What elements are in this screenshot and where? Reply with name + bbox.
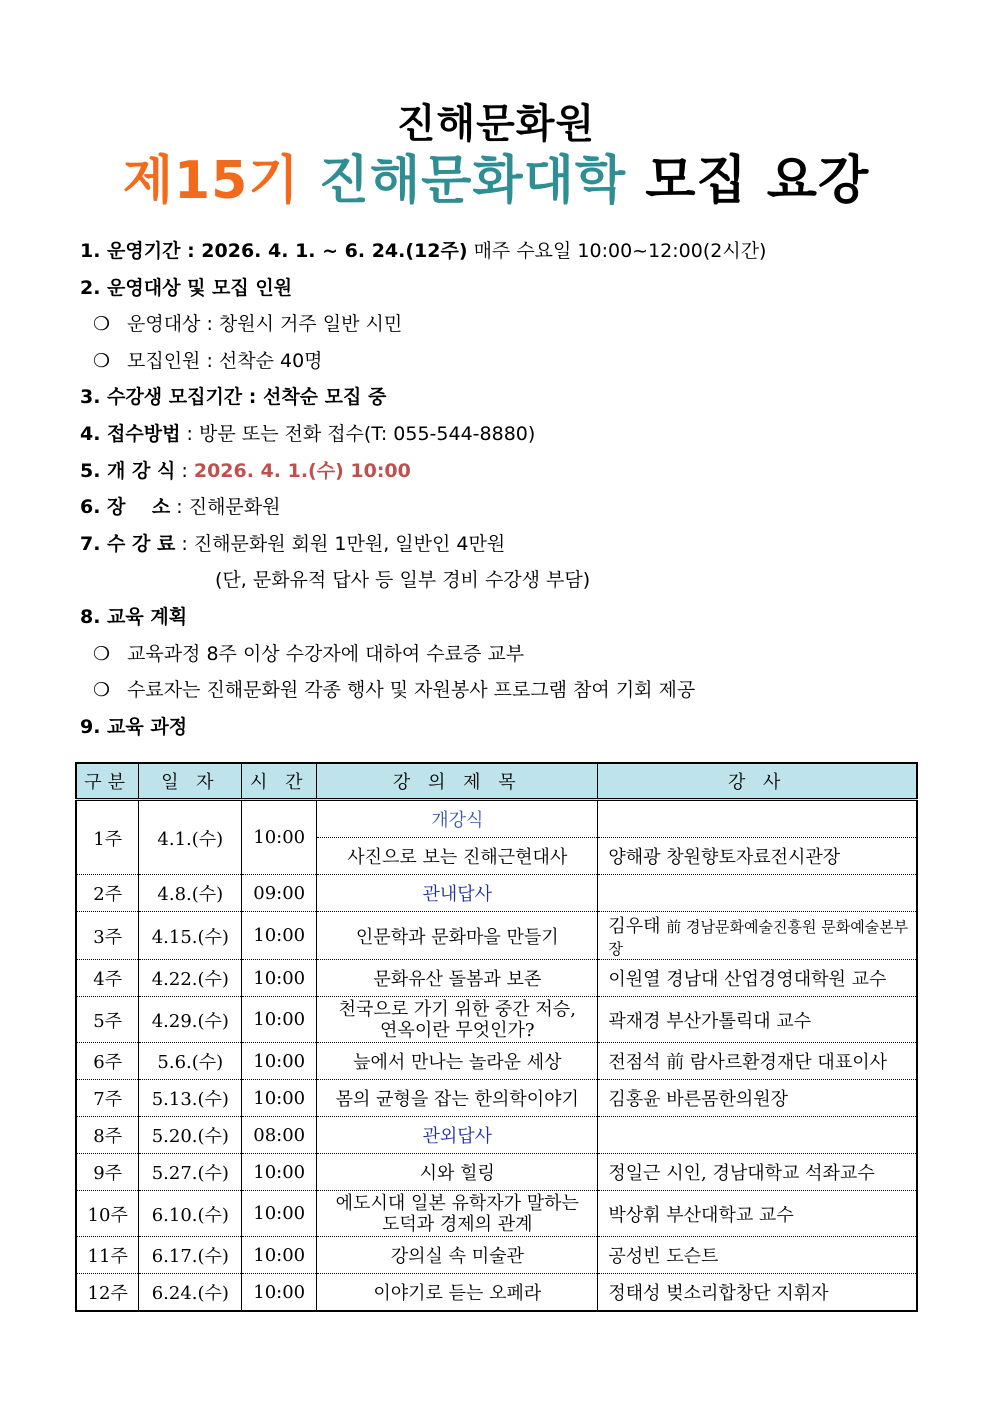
item-curriculum-heading: 9. 교육 과정 — [80, 715, 188, 738]
cell-title: 사진으로 보는 진해근현대사 — [317, 838, 598, 875]
cell-title: 문화유산 돌봄과 보존 — [317, 960, 598, 997]
cell-date: 5.13.(수) — [139, 1080, 242, 1117]
cell-title-line1: 천국으로 가기 위한 중간 저승, — [338, 998, 576, 1020]
cell-instructor: 공성빈 도슨트 — [598, 1237, 917, 1274]
cell-date: 4.29.(수) — [139, 997, 242, 1043]
cell-title: 강의실 속 미술관 — [317, 1237, 598, 1274]
cell-time: 10:00 — [242, 912, 317, 960]
cell-title — [317, 1191, 598, 1237]
cell-title: 개강식 — [317, 800, 598, 838]
cell-week: 4주 — [76, 960, 139, 997]
cell-title: 이야기로 듣는 오페라 — [317, 1274, 598, 1312]
cell-instructor: 곽재경 부산가톨릭대 교수 — [598, 997, 917, 1043]
cell-week: 2주 — [76, 875, 139, 912]
table-row — [76, 875, 917, 912]
title-block — [0, 100, 992, 214]
cell-time: 08:00 — [242, 1117, 317, 1154]
item-plan-heading: 8. 교육 계획 — [80, 605, 188, 628]
cell-week: 11주 — [76, 1237, 139, 1274]
cell-date: 4.22.(수) — [139, 960, 242, 997]
cell-title: 시와 힐링 — [317, 1154, 598, 1191]
item-fee — [80, 526, 940, 563]
cell-date: 6.17.(수) — [139, 1237, 242, 1274]
item-opening-colon: : — [175, 459, 194, 482]
table-row — [76, 1080, 917, 1117]
item-period — [80, 233, 940, 270]
cell-week: 10주 — [76, 1191, 139, 1237]
cell-instructor: 김홍윤 바른몸한의원장 — [598, 1080, 917, 1117]
item-period-label: 1. 운영기간 : 2026. 4. 1. ~ 6. 24.(12주) — [80, 240, 468, 262]
item-plan-text1: 교육과정 8주 이상 수강자에 대하여 수료증 교부 — [127, 642, 525, 665]
cell-instructor: 이원열 경남대 산업경영대학원 교수 — [598, 960, 917, 997]
col-week: 구분 — [76, 763, 139, 800]
cell-time: 10:00 — [242, 960, 317, 997]
title-term: 제15기 — [122, 151, 300, 211]
bullet-icon: ❍ — [93, 679, 111, 702]
cell-week: 12주 — [76, 1274, 139, 1312]
instructor-role: 前 경남문화예술진흥원 문화예술본부장 — [608, 918, 909, 958]
cell-time: 10:00 — [242, 1237, 317, 1274]
bullet-icon: ❍ — [93, 313, 111, 336]
cell-title-line2: 도덕과 경제의 관계 — [382, 1213, 533, 1235]
cell-week: 7주 — [76, 1080, 139, 1117]
item-opening-value: 2026. 4. 1.(수) 10:00 — [193, 459, 411, 482]
cell-date: 5.20.(수) — [139, 1117, 242, 1154]
cell-title-line2: 연옥이란 무엇인가? — [380, 1019, 535, 1041]
table-row — [76, 800, 917, 838]
table-row — [76, 1043, 917, 1080]
item-plan-sub1 — [80, 636, 940, 673]
org-name: 진해문화원 — [396, 101, 596, 147]
cell-time: 10:00 — [242, 1154, 317, 1191]
table-row — [76, 1274, 917, 1312]
cell-date: 4.8.(수) — [139, 875, 242, 912]
cell-date: 5.6.(수) — [139, 1043, 242, 1080]
col-title: 강 의 제 목 — [317, 763, 598, 800]
cell-time: 09:00 — [242, 875, 317, 912]
item-opening-label: 5. 개 강 식 — [80, 459, 176, 482]
item-plan-sub2 — [80, 672, 940, 709]
cell-week: 6주 — [76, 1043, 139, 1080]
col-instructor: 강 사 — [598, 763, 917, 800]
cell-title: 늪에서 만나는 놀라운 세상 — [317, 1043, 598, 1080]
cell-week: 8주 — [76, 1117, 139, 1154]
bullet-icon: ❍ — [93, 642, 111, 665]
table-row — [76, 960, 917, 997]
cell-instructor: 박상휘 부산대학교 교수 — [598, 1191, 917, 1237]
cell-week: 1주 — [76, 800, 139, 875]
cell-week: 5주 — [76, 997, 139, 1043]
item-venue — [80, 489, 940, 526]
bullet-icon: ❍ — [93, 349, 111, 372]
cell-time: 10:00 — [242, 1191, 317, 1237]
cell-instructor — [598, 800, 917, 838]
item-apply-method — [80, 416, 940, 453]
table-row — [76, 1191, 917, 1237]
item-target-sub2 — [80, 343, 940, 380]
cell-title: 관외답사 — [317, 1117, 598, 1154]
info-list — [80, 233, 940, 745]
page-title — [0, 148, 992, 214]
table-header-row — [76, 763, 917, 800]
item-opening — [80, 453, 940, 490]
table-row — [76, 912, 917, 960]
item-apply-value: : 방문 또는 전화 접수(T: 055-544-8880) — [180, 422, 536, 445]
table-row — [76, 997, 917, 1043]
title-program: 진해문화대학 — [318, 151, 627, 211]
cell-title: 관내답사 — [317, 875, 598, 912]
cell-title: 인문학과 문화마을 만들기 — [317, 912, 598, 960]
item-venue-value: : 진해문화원 — [170, 496, 281, 519]
item-target-text: 운영대상 : 창원시 거주 일반 시민 — [127, 313, 403, 336]
table-row — [76, 1117, 917, 1154]
item-fee-label: 7. 수 강 료 — [80, 532, 176, 555]
item-capacity-text: 모집인원 : 선착순 40명 — [127, 349, 323, 372]
cell-instructor: 정일근 시인, 경남대학교 석좌교수 — [598, 1154, 917, 1191]
cell-time: 10:00 — [242, 1080, 317, 1117]
item-plan-text2: 수료자는 진해문화원 각종 행사 및 자원봉사 프로그램 참여 기회 제공 — [127, 679, 696, 702]
cell-instructor: 정태성 벚소리합창단 지휘자 — [598, 1274, 917, 1312]
cell-week: 3주 — [76, 912, 139, 960]
item-target-heading: 2. 운영대상 및 모집 인원 — [80, 276, 293, 299]
table-row — [76, 1237, 917, 1274]
item-venue-label: 6. 장 소 — [80, 496, 171, 519]
instructor-name: 김우태 — [608, 916, 667, 937]
item-fee-value: : 진해문화원 회원 1만원, 일반인 4만원 — [175, 532, 506, 555]
item-apply-label: 4. 접수방법 — [80, 422, 181, 445]
item-fee-note: (단, 문화유적 답사 등 일부 경비 수강생 부담) — [215, 569, 591, 592]
cell-instructor — [598, 912, 917, 960]
cell-date: 5.27.(수) — [139, 1154, 242, 1191]
cell-instructor: 전점석 前 람사르환경재단 대표이사 — [598, 1043, 917, 1080]
cell-week: 9주 — [76, 1154, 139, 1191]
col-time: 시 간 — [242, 763, 317, 800]
cell-date: 6.10.(수) — [139, 1191, 242, 1237]
cell-date: 6.24.(수) — [139, 1274, 242, 1312]
schedule-table — [75, 762, 918, 1312]
item-recruit-period: 3. 수강생 모집기간 : 선착순 모집 중 — [80, 386, 387, 409]
cell-title — [317, 997, 598, 1043]
cell-instructor: 양해광 창원향토자료전시관장 — [598, 838, 917, 875]
cell-time: 10:00 — [242, 800, 317, 875]
col-date: 일 자 — [139, 763, 242, 800]
table-row — [76, 1154, 917, 1191]
cell-date: 4.1.(수) — [139, 800, 242, 875]
cell-instructor — [598, 875, 917, 912]
title-suffix: 모집 요강 — [645, 151, 870, 211]
cell-instructor — [598, 1117, 917, 1154]
cell-title: 몸의 균형을 잡는 한의학이야기 — [317, 1080, 598, 1117]
cell-time: 10:00 — [242, 1274, 317, 1312]
item-period-value: 매주 수요일 10:00~12:00(2시간) — [467, 240, 767, 262]
cell-time: 10:00 — [242, 997, 317, 1043]
item-target-sub1 — [80, 306, 940, 343]
cell-title-line1: 에도시대 일본 유학자가 말하는 — [335, 1192, 579, 1214]
cell-date: 4.15.(수) — [139, 912, 242, 960]
cell-time: 10:00 — [242, 1043, 317, 1080]
